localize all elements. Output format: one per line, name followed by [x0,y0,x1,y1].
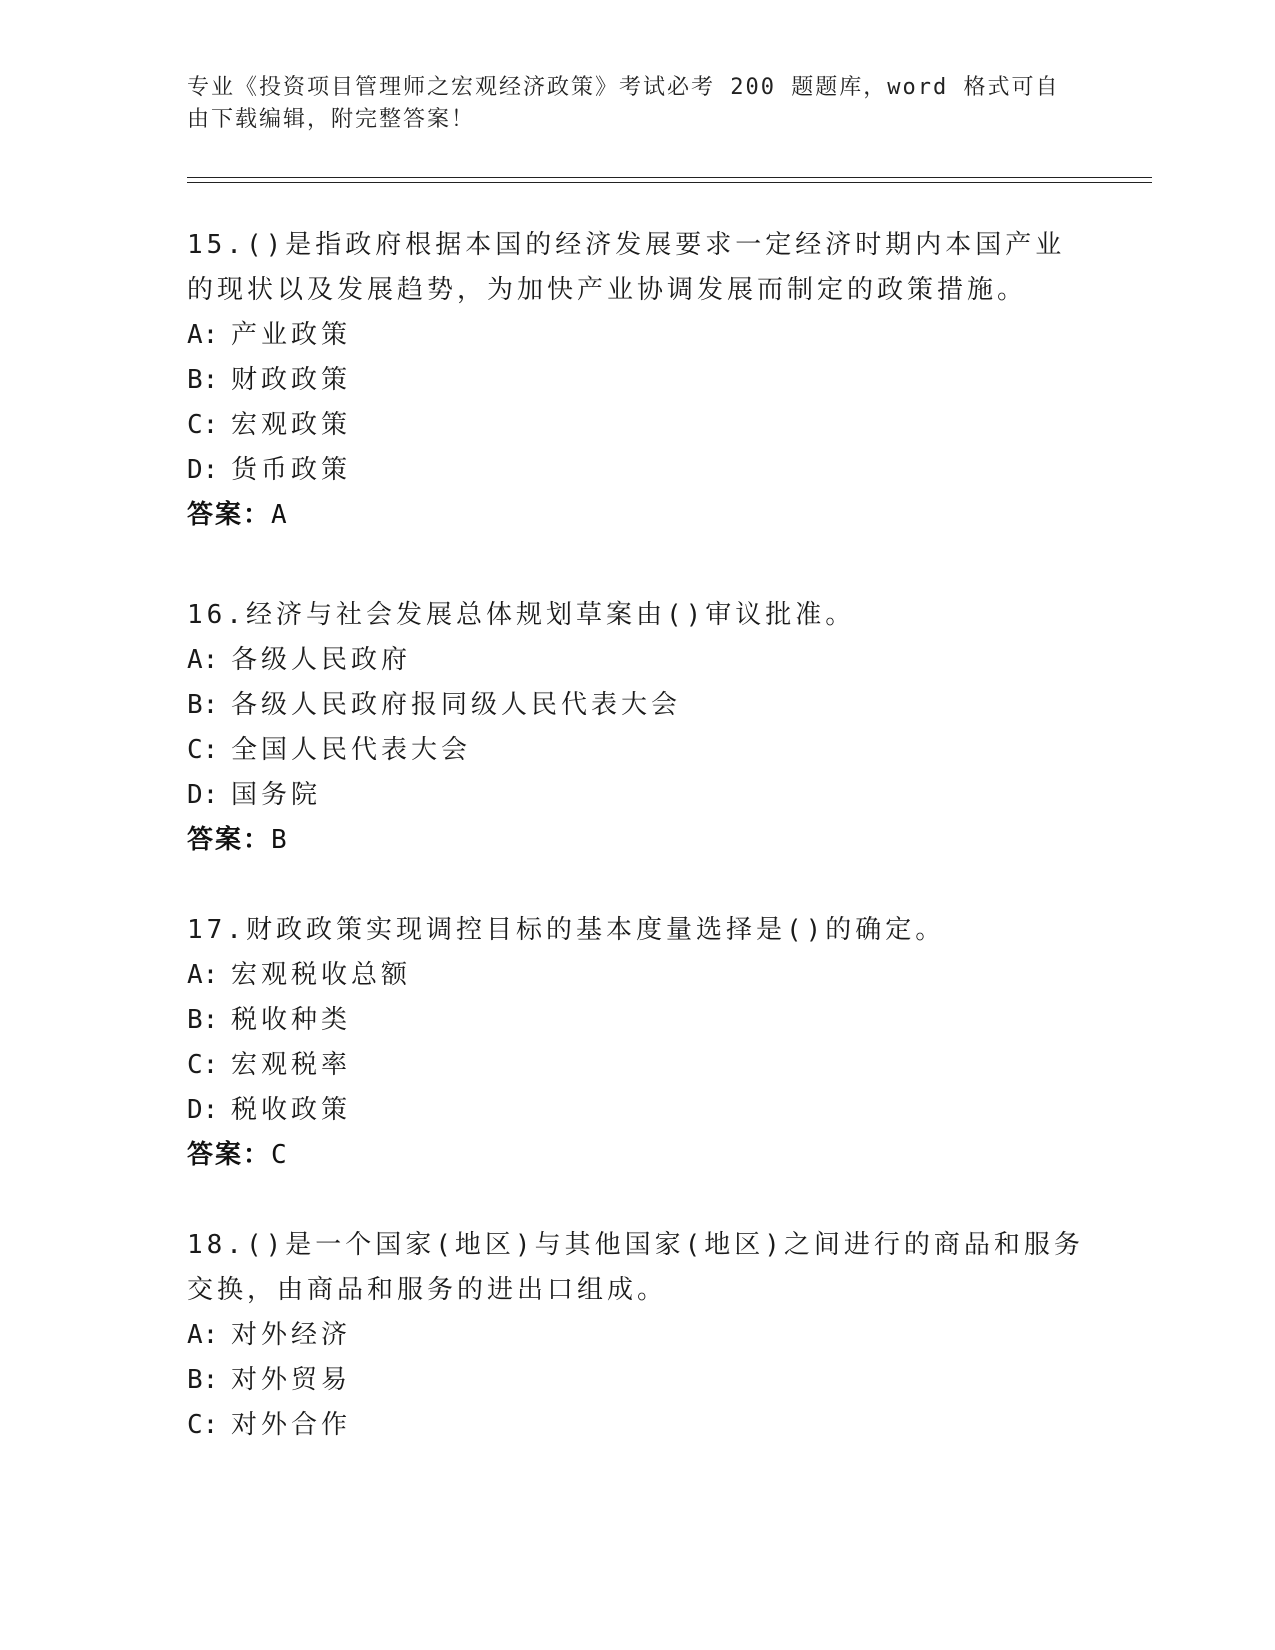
answer-line [187,493,1087,538]
option-a [187,313,1087,358]
header-rule-top [187,177,1152,178]
option-label: C: [187,1410,219,1440]
answer-line [187,1133,1087,1178]
answer-label: 答案： [187,825,272,855]
option-label: B: [187,365,219,395]
option-text: 对外合作 [231,1410,352,1440]
option-b [187,998,1087,1043]
option-label: B: [187,690,219,720]
option-d [187,448,1087,493]
option-label: C: [187,1050,219,1080]
option-a [187,638,1087,683]
option-label: D: [187,780,219,810]
option-text: 各级人民政府报同级人民代表大会 [231,690,682,720]
option-b [187,1358,1087,1403]
answer-value: A [271,500,287,530]
question-stem: 15.()是指政府根据本国的经济发展要求一定经济时期内本国产业的现状以及发展趋势，为加快产业协调发展而制定的政策措施。 [187,230,1066,305]
option-text: 对外经济 [231,1320,352,1350]
option-text: 财政政策 [231,365,352,395]
option-d [187,773,1087,818]
question-stem: 17.财政政策实现调控目标的基本度量选择是()的确定。 [187,915,946,945]
option-a [187,953,1087,998]
option-c [187,1403,1087,1448]
answer-line [187,818,1087,863]
option-c [187,403,1087,448]
question-15 [187,223,1087,538]
option-label: A: [187,1320,219,1350]
option-label: A: [187,320,219,350]
option-b [187,683,1087,728]
answer-label: 答案： [187,1140,272,1170]
document-header: 专业《投资项目管理师之宏观经济政策》考试必考 200 题题库，word 格式可自由下载编辑，附完整答案！ [187,75,1060,132]
question-stem: 16.经济与社会发展总体规划草案由()审议批准。 [187,600,856,630]
option-text: 宏观税率 [231,1050,352,1080]
option-text: 全国人民代表大会 [231,735,472,765]
header-rule-bottom [187,182,1152,183]
option-label: A: [187,645,219,675]
option-label: C: [187,735,219,765]
question-stem: 18.()是一个国家(地区)与其他国家(地区)之间进行的商品和服务交换，由商品和服务的进出口组成。 [187,1230,1084,1305]
answer-value: C [271,1140,287,1170]
option-a [187,1313,1087,1358]
option-c [187,1043,1087,1088]
option-label: D: [187,455,219,485]
option-text: 货币政策 [231,455,352,485]
option-text: 税收政策 [231,1095,352,1125]
option-text: 产业政策 [231,320,352,350]
option-text: 对外贸易 [231,1365,352,1395]
question-16 [187,593,1087,863]
option-text: 宏观税收总额 [231,960,412,990]
option-text: 宏观政策 [231,410,352,440]
option-label: D: [187,1095,219,1125]
option-c [187,728,1087,773]
option-b [187,358,1087,403]
option-text: 税收种类 [231,1005,352,1035]
option-label: C: [187,410,219,440]
option-label: B: [187,1365,219,1395]
answer-value: B [271,825,287,855]
option-label: A: [187,960,219,990]
option-label: B: [187,1005,219,1035]
question-17 [187,908,1087,1178]
answer-label: 答案： [187,500,272,530]
question-18 [187,1223,1087,1448]
option-d [187,1088,1087,1133]
option-text: 国务院 [231,780,322,810]
option-text: 各级人民政府 [231,645,412,675]
